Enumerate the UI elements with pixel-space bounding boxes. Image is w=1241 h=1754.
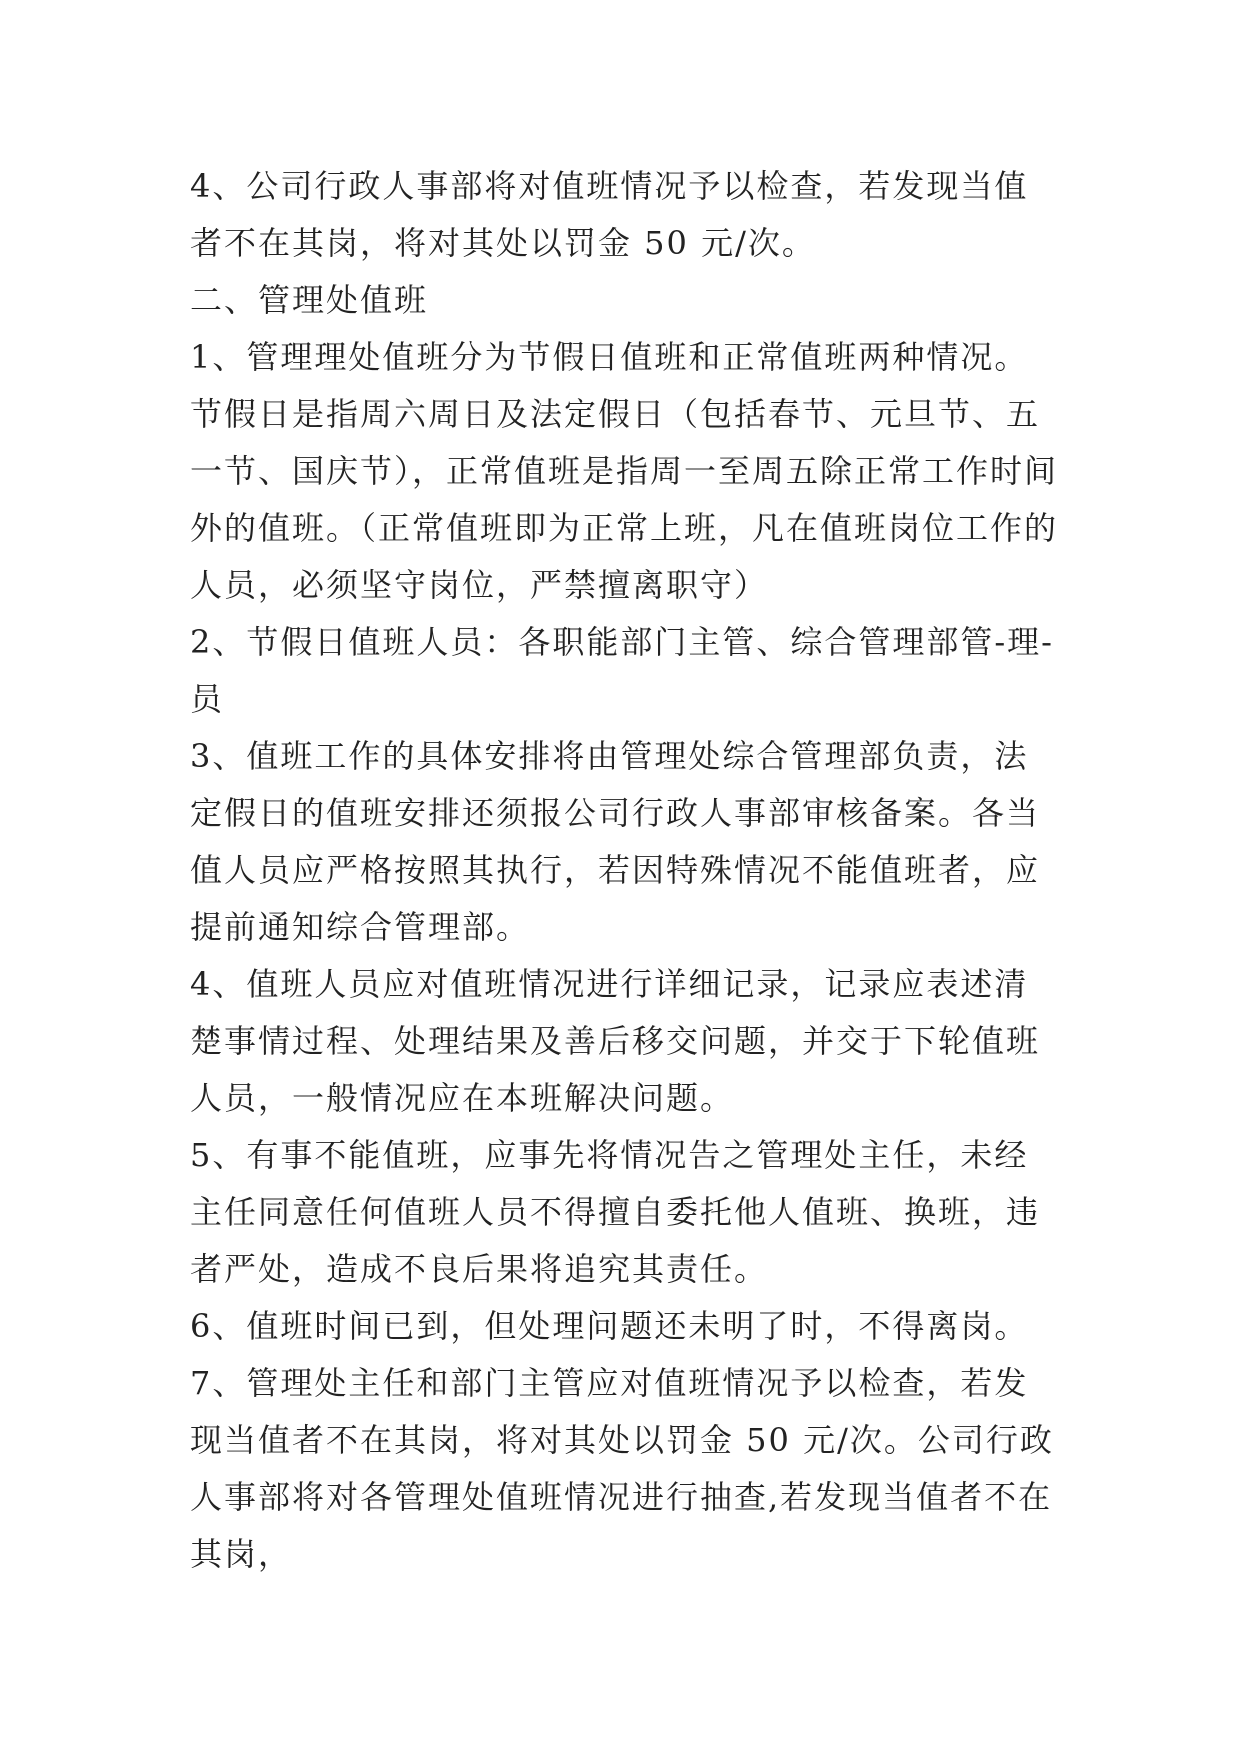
section-heading-management-duty: 二、管理处值班 [190,281,429,319]
paragraph-inspection-penalty: 4、公司行政人事部将对值班情况予以检查，若发现当值者不在其岗，将对其处以罚金 50 元/次。 [190,167,1029,262]
paragraph-holiday-duty-staff: 2、节假日值班人员：各职能部门主管、综合管理部管-理-员 [190,623,1054,718]
document-body [190,158,1060,1583]
paragraph-absence-rules: 5、有事不能值班，应事先将情况告之管理处主任，未经主任同意任何值班人员不得擅自委托他人值班、换班，违者严处，造成不良后果将追究其责任。 [190,1136,1041,1288]
paragraph-supervisor-inspection: 7、管理处主任和部门主管应对值班情况予以检查，若发现当值者不在其岗，将对其处以罚金 50 元/次。公司行政人事部将对各管理处值班情况进行抽查,若发现当值者不在其岗， [190,1364,1054,1573]
paragraph-duty-records: 4、值班人员应对值班情况进行详细记录，记录应表述清楚事情过程、处理结果及善后移交问题，并交于下轮值班人员，一般情况应在本班解决问题。 [190,965,1041,1117]
paragraph-no-leaving-post: 6、值班时间已到，但处理问题还未明了时，不得离岗。 [190,1307,1029,1345]
paragraph-duty-types: 1、管理理处值班分为节假日值班和正常值班两种情况。节假日是指周六周日及法定假日（包括春节、元旦节、五一节、国庆节），正常值班是指周一至周五除正常工作时间外的值班。（正常值班即为正常上班，凡在值班岗位工作的人员，必须坚守岗位，严禁擅离职守） [190,338,1059,604]
paragraph-duty-arrangement: 3、值班工作的具体安排将由管理处综合管理部负责，法定假日的值班安排还须报公司行政人事部审核备案。各当值人员应严格按照其执行，若因特殊情况不能值班者，应提前通知综合管理部。 [190,737,1041,946]
